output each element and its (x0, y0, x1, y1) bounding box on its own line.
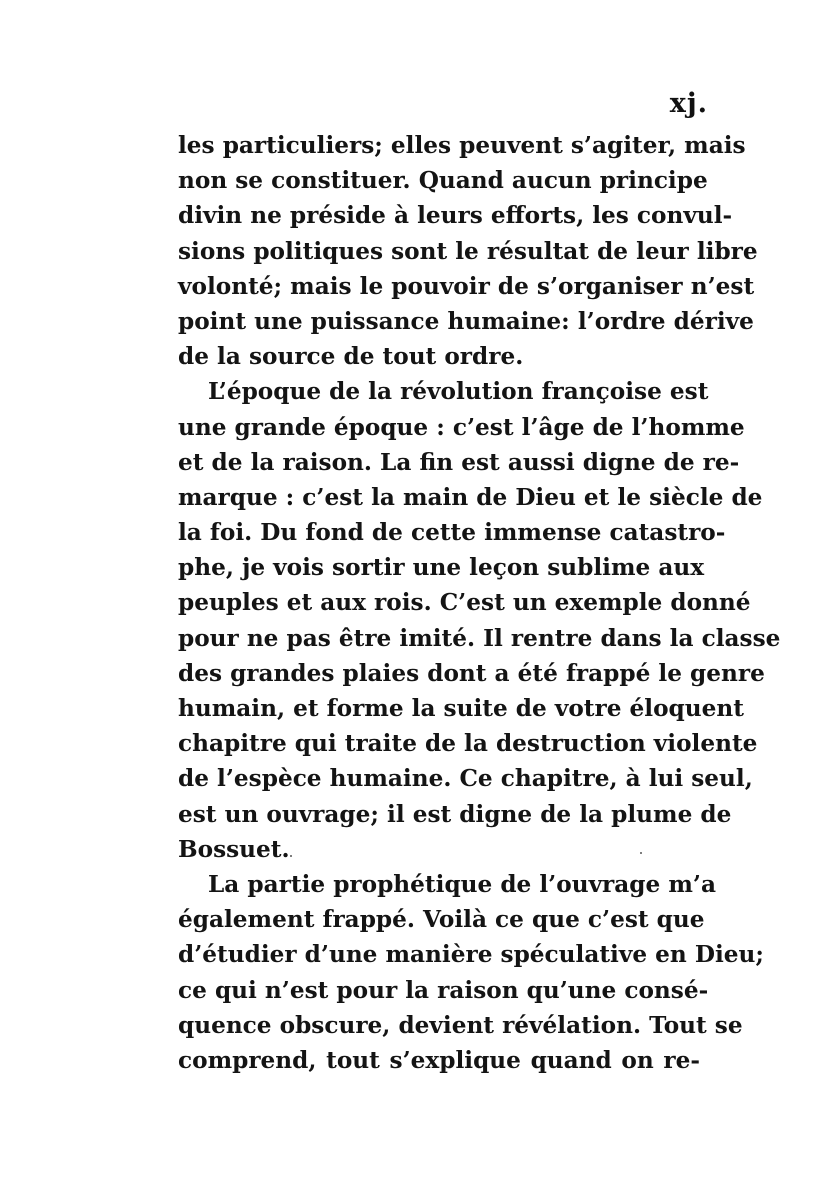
paper-speck (290, 855, 292, 857)
text-line: humain, et forme la suite de votre éloquent (178, 695, 744, 722)
text-line: marque : c’est la main de Dieu et le siècle de (178, 483, 763, 511)
text-line: non se constituer. Quand aucun principe (178, 167, 708, 195)
text-line: chapitre qui traite de la destruction violente (178, 730, 758, 758)
text-line: d’étudier d’une manière spéculative en Dieu; (178, 941, 764, 969)
paragraph-start-line: La partie prophétique de l’ouvrage m’a (208, 870, 716, 898)
text-line: peuples et aux rois. C’est un exemple donné (178, 589, 751, 617)
paragraph-start-line: L’époque de la révolution françoise est (208, 378, 709, 406)
text-line: les particuliers; elles peuvent s’agiter, mais (178, 132, 746, 159)
paper-speck (640, 852, 642, 854)
text-line: Bossuet. (178, 835, 290, 863)
text-line: de l’espèce humaine. Ce chapitre, à lui seul, (178, 765, 753, 793)
text-line: point une puissance humaine: l’ordre dérive (178, 307, 754, 335)
text-line: également frappé. Voilà ce que c’est que (178, 906, 705, 934)
text-line: une grande époque : c’est l’âge de l’homme (178, 413, 745, 441)
text-line: et de la raison. La fin est aussi digne de re- (178, 448, 740, 476)
text-line: ce qui n’est pour la raison qu’une consé- (178, 976, 709, 1004)
text-line: quence obscure, devient révélation. Tout se (178, 1011, 743, 1039)
page-number: xj. (669, 88, 708, 119)
text-line: comprend, tout s’explique quand on re- (178, 1046, 700, 1074)
text-line: est un ouvrage; il est digne de la plume de (178, 800, 732, 828)
text-line: des grandes plaies dont a été frappé le genre (178, 659, 765, 687)
text-line: phe, je vois sortir une leçon sublime aux (178, 554, 705, 582)
text-line: pour ne pas être imité. Il rentre dans la classe (178, 624, 781, 652)
body-text (178, 128, 781, 1078)
text-line: volonté; mais le pouvoir de s’organiser n’est (178, 272, 755, 300)
text-line: divin ne préside à leurs efforts, les convul- (178, 202, 733, 230)
text-line: la foi. Du fond de cette immense catastro- (178, 519, 726, 547)
text-line: sions politiques sont le résultat de leur libre (178, 237, 758, 265)
text-line: de la source de tout ordre. (178, 343, 524, 371)
